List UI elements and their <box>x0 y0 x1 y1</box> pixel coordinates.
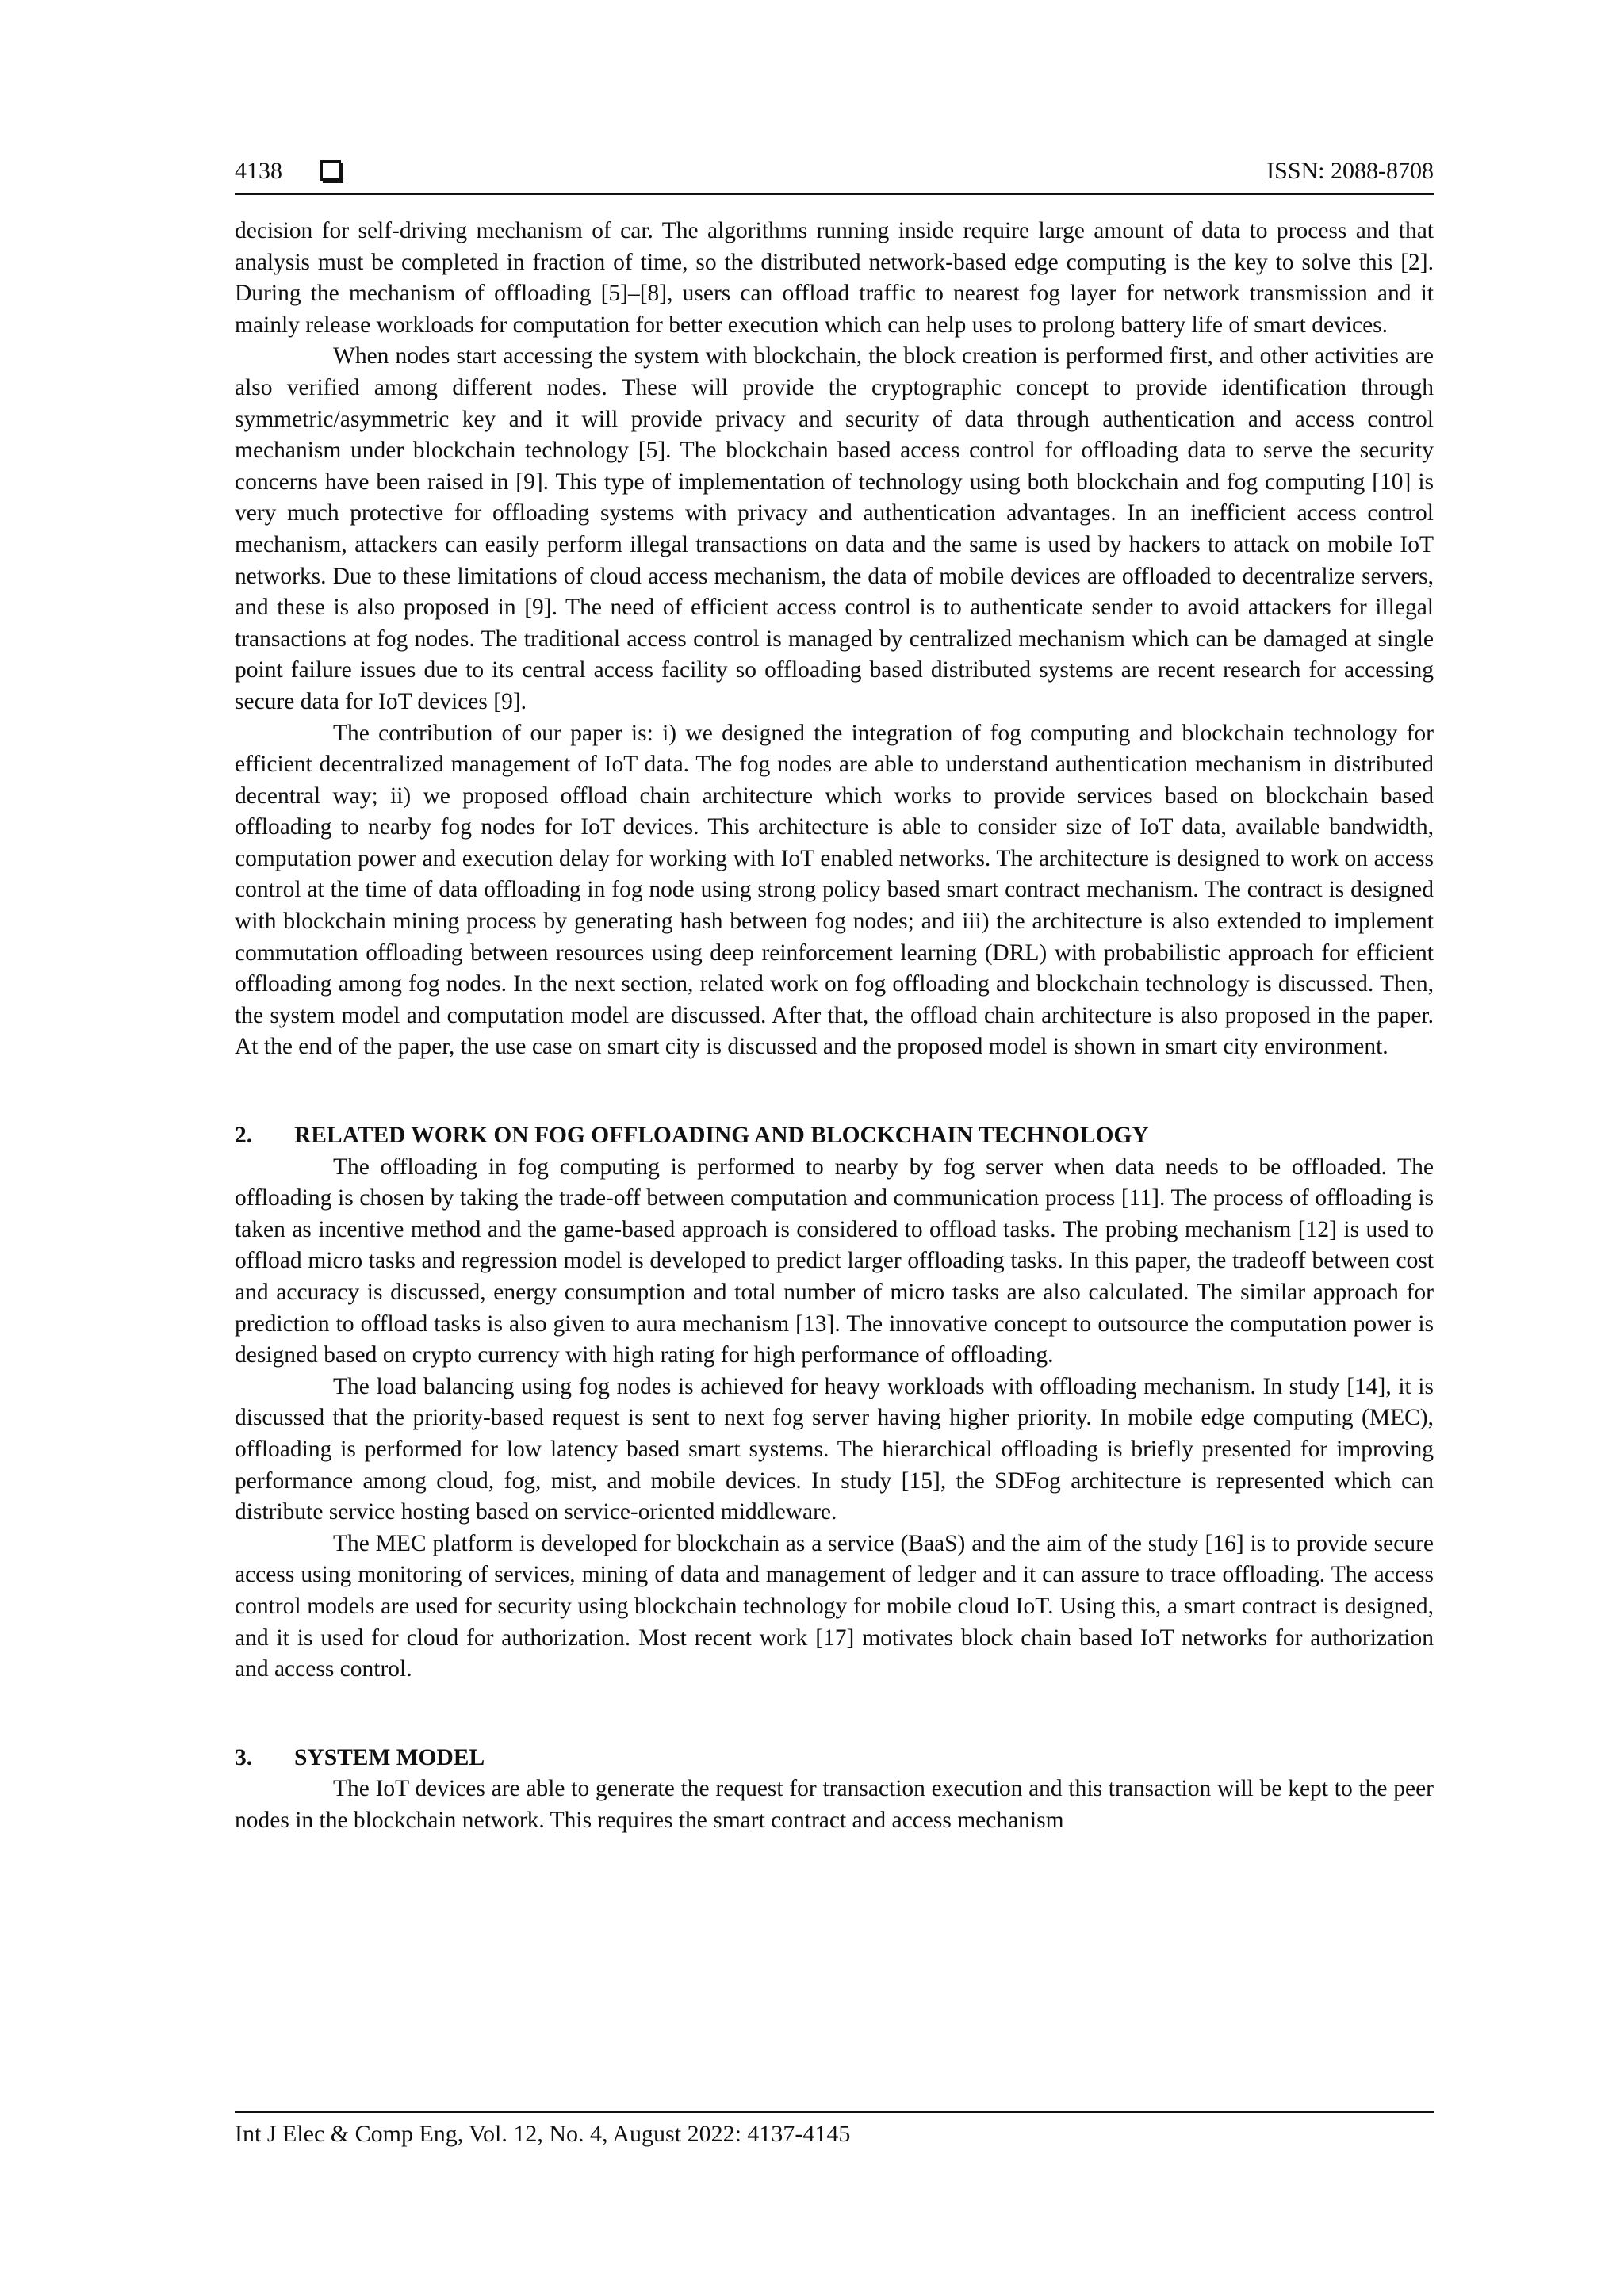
section-number: 2. <box>235 1123 253 1149</box>
paragraph: The load balancing using fog nodes is achieved for heavy workloads with offloading mechanism. In study [14], it is discussed that the priority-based request is sent to next fog server having higher priority. In mobile edge computing (MEC), offloading is performed for low latency based smart systems. The hierarchical offloading is briefly presented for improving performance among cloud, fog, mist, and mobile devices. In study [15], the SDFog architecture is represented which can distribute service hosting based on service-oriented middleware. <box>235 1373 1434 1525</box>
section-number: 3. <box>235 1744 253 1770</box>
section-heading-system-model <box>235 1743 1434 1774</box>
header-rule <box>235 193 1434 195</box>
page-header <box>235 155 1434 195</box>
square-bullet-icon <box>320 160 341 181</box>
page-number: 4138 <box>235 158 282 184</box>
paper-page <box>235 0 1434 2296</box>
section-spacer <box>235 1063 1434 1120</box>
footer-rule <box>235 2111 1434 2113</box>
section-spacer <box>235 1686 1434 1743</box>
paragraph: The offloading in fog computing is performed to nearby by fog server when data needs to be offloaded. The offloading is chosen by taking the trade-off between computation and communication process [11]. The process of offloading is taken as incentive method and the game-based approach is considered to offload tasks. The probing mechanism [12] is used to offload micro tasks and regression model is developed to predict larger offloading tasks. In this paper, the tradeoff between cost and accuracy is discussed, energy consumption and total number of micro tasks are also calculated. The similar approach for prediction to offload tasks is also given to aura mechanism [13]. The innovative concept to outsource the computation power is designed based on crypto currency with high rating for high performance of offloading. <box>235 1154 1434 1368</box>
paragraph: decision for self-driving mechanism of car. The algorithms running inside require large amount of data to process and that analysis must be completed in fraction of time, so the distributed network-based edge computing is the key to solve this [2]. During the mechanism of offloading [5]–[8], users can offload traffic to nearest fog layer for network transmission and it mainly release workloads for computation for better execution which can help uses to prolong battery life of smart devices. <box>235 218 1434 338</box>
paragraph: When nodes start accessing the system with blockchain, the block creation is performed first, and other activities are also verified among different nodes. These will provide the cryptographic concept to provide identification through symmetric/asymmetric key and it will provide privacy and security of data through authentication and access control mechanism under blockchain technology [5]. The blockchain based access control for offloading data to serve the security concerns have been raised in [9]. This type of implementation of technology using both blockchain and fog computing [10] is very much protective for offloading systems with privacy and authentication advantages. In an inefficient access control mechanism, attackers can easily perform illegal transactions on data and the same is used by hackers to attack on mobile IoT networks. Due to these limitations of cloud access mechanism, the data of mobile devices are offloaded to decentralize servers, and these is also proposed in [9]. The need of efficient access control is to authenticate sender to avoid attackers for illegal transactions at fog nodes. The traditional access control is managed by centralized mechanism which can be damaged at single point failure issues due to its central access facility so offloading based distributed systems are recent research for accessing secure data for IoT devices [9]. <box>235 343 1434 714</box>
paragraph: The contribution of our paper is: i) we designed the integration of fog computing and blockchain technology for efficient decentralized management of IoT data. The fog nodes are able to understand authentication mechanism in distributed decentral way; ii) we proposed offload chain architecture which works to provide services based on blockchain based offloading to nearby fog nodes for IoT devices. This architecture is able to consider size of IoT data, available bandwidth, computation power and execution delay for working with IoT enabled networks. The architecture is designed to work on access control at the time of data offloading in fog node using strong policy based smart contract mechanism. The contract is designed with blockchain mining process by generating hash between fog nodes; and iii) the architecture is also extended to implement commutation offloading between resources using deep reinforcement learning (DRL) with probabilistic approach for efficient offloading among fog nodes. In the next section, related work on fog offloading and blockchain technology is discussed. Then, the system model and computation model are discussed. After that, the offload chain architecture is also proposed in the paper. At the end of the paper, the use case on smart city is discussed and the proposed model is shown in smart city environment. <box>235 720 1434 1060</box>
page-footer: Int J Elec & Comp Eng, Vol. 12, No. 4, August 2022: 4137-4145 <box>235 2121 851 2147</box>
paragraph: The IoT devices are able to generate the request for transaction execution and this transaction will be kept to the peer nodes in the blockchain network. This requires the smart contract and access mechanism <box>235 1776 1434 1833</box>
article-body <box>235 216 1434 1837</box>
issn-label: ISSN: 2088-8708 <box>1266 158 1434 184</box>
section-title: SYSTEM MODEL <box>294 1744 485 1770</box>
paragraph: The MEC platform is developed for blockchain as a service (BaaS) and the aim of the study [16] is to provide secure access using monitoring of services, mining of data and management of ledger and it can assure to trace offloading. The access control models are used for security using blockchain technology for mobile cloud IoT. Using this, a smart contract is designed, and it is used for cloud for authorization. Most recent work [17] motivates block chain based IoT networks for authorization and access control. <box>235 1530 1434 1682</box>
section-title: RELATED WORK ON FOG OFFLOADING AND BLOCKCHAIN TECHNOLOGY <box>294 1123 1149 1149</box>
section-heading-related-work <box>235 1120 1434 1152</box>
